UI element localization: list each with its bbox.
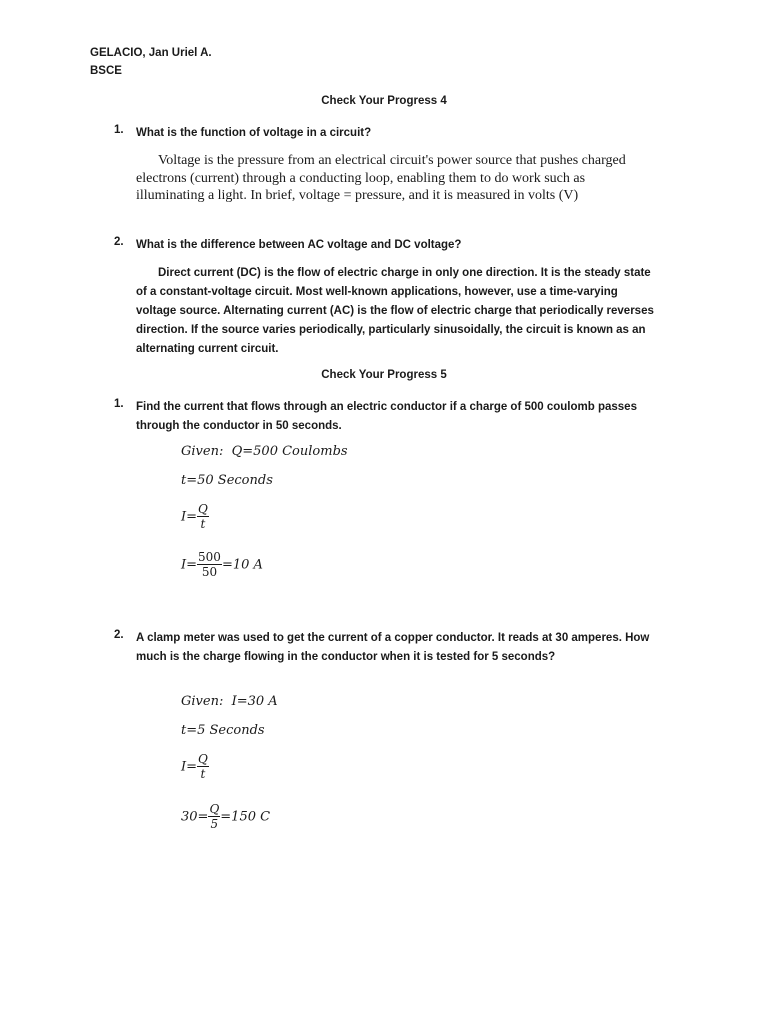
cyp5-q1-formula xyxy=(181,503,209,531)
calc-rhs: =10 A xyxy=(221,557,263,573)
section-title-cyp4: Check Your Progress 4 xyxy=(321,95,447,107)
formula-fraction xyxy=(197,503,209,531)
cyp5-q2-time: t=5 Seconds xyxy=(181,723,265,738)
cyp5-q2-question: A clamp meter was used to get the current of a copper conductor. It reads at 30 amperes. How much is the charge flowing in the conductor when it is tested for 5 seconds? xyxy=(136,632,650,663)
cyp5-q2-calculation xyxy=(181,803,270,831)
formula-lhs: I= xyxy=(181,759,198,775)
cyp4-q1-answer: Voltage is the pressure from an electrical circuit's power source that pushes charged electrons (current) through a conducting loop, enabling them to do work such as illuminating a light. In brief, voltage = pressure, and it is measured in volts (V) xyxy=(136,153,626,203)
calc-rhs: =150 C xyxy=(220,809,271,825)
cyp5-q1-given xyxy=(181,444,348,459)
cyp4-q1-number: 1. xyxy=(114,124,124,136)
fraction-numerator: Q xyxy=(198,502,208,516)
given-value: I=30 A xyxy=(231,694,278,709)
fraction-numerator: Q xyxy=(209,802,220,816)
fraction-denominator: t xyxy=(197,516,209,531)
formula-fraction xyxy=(197,753,209,781)
cyp4-q1-question: What is the function of voltage in a circuit? xyxy=(136,127,372,139)
cyp4-q2-question: What is the difference between AC voltage and DC voltage? xyxy=(136,239,462,251)
cyp5-q1-calculation xyxy=(181,551,263,579)
cyp5-q2-formula xyxy=(181,753,209,781)
calc-fraction xyxy=(197,551,222,579)
calc-lhs: 30= xyxy=(181,809,209,825)
cyp5-q1-number: 1. xyxy=(114,398,124,410)
cyp4-q2-number: 2. xyxy=(114,236,124,248)
section-title-cyp5: Check Your Progress 5 xyxy=(321,369,447,381)
calc-fraction xyxy=(208,803,220,831)
cyp5-q2-given xyxy=(181,694,278,709)
cyp5-q1-question: Find the current that flows through an electric conductor if a charge of 500 coulomb passes through the conductor in 50 seconds. xyxy=(136,401,637,432)
given-label: Given: xyxy=(181,444,224,459)
fraction-denominator: t xyxy=(197,766,209,781)
calc-lhs: I= xyxy=(181,557,198,573)
student-program: BSCE xyxy=(90,65,122,77)
fraction-numerator: 500 xyxy=(198,550,221,564)
given-label: Given: xyxy=(181,694,224,709)
cyp4-q2-answer: Direct current (DC) is the flow of electric charge in only one direction. It is the steady state of a constant-voltage circuit. Most well-known applications, however, use a time-varying voltage source. Alternating current (AC) is the flow of electric charge that periodically reverses direction. If the source varies periodically, particularly sinusoidally, the circuit is known as an alternating current circuit. xyxy=(136,267,654,355)
formula-lhs: I= xyxy=(181,509,198,525)
given-value: Q=500 Coulombs xyxy=(231,444,348,459)
student-name: GELACIO, Jan Uriel A. xyxy=(90,47,212,59)
fraction-numerator: Q xyxy=(198,752,208,766)
cyp5-q1-time: t=50 Seconds xyxy=(181,473,273,488)
fraction-denominator: 5 xyxy=(208,816,220,831)
cyp5-q2-number: 2. xyxy=(114,629,124,641)
fraction-denominator: 50 xyxy=(197,564,222,579)
